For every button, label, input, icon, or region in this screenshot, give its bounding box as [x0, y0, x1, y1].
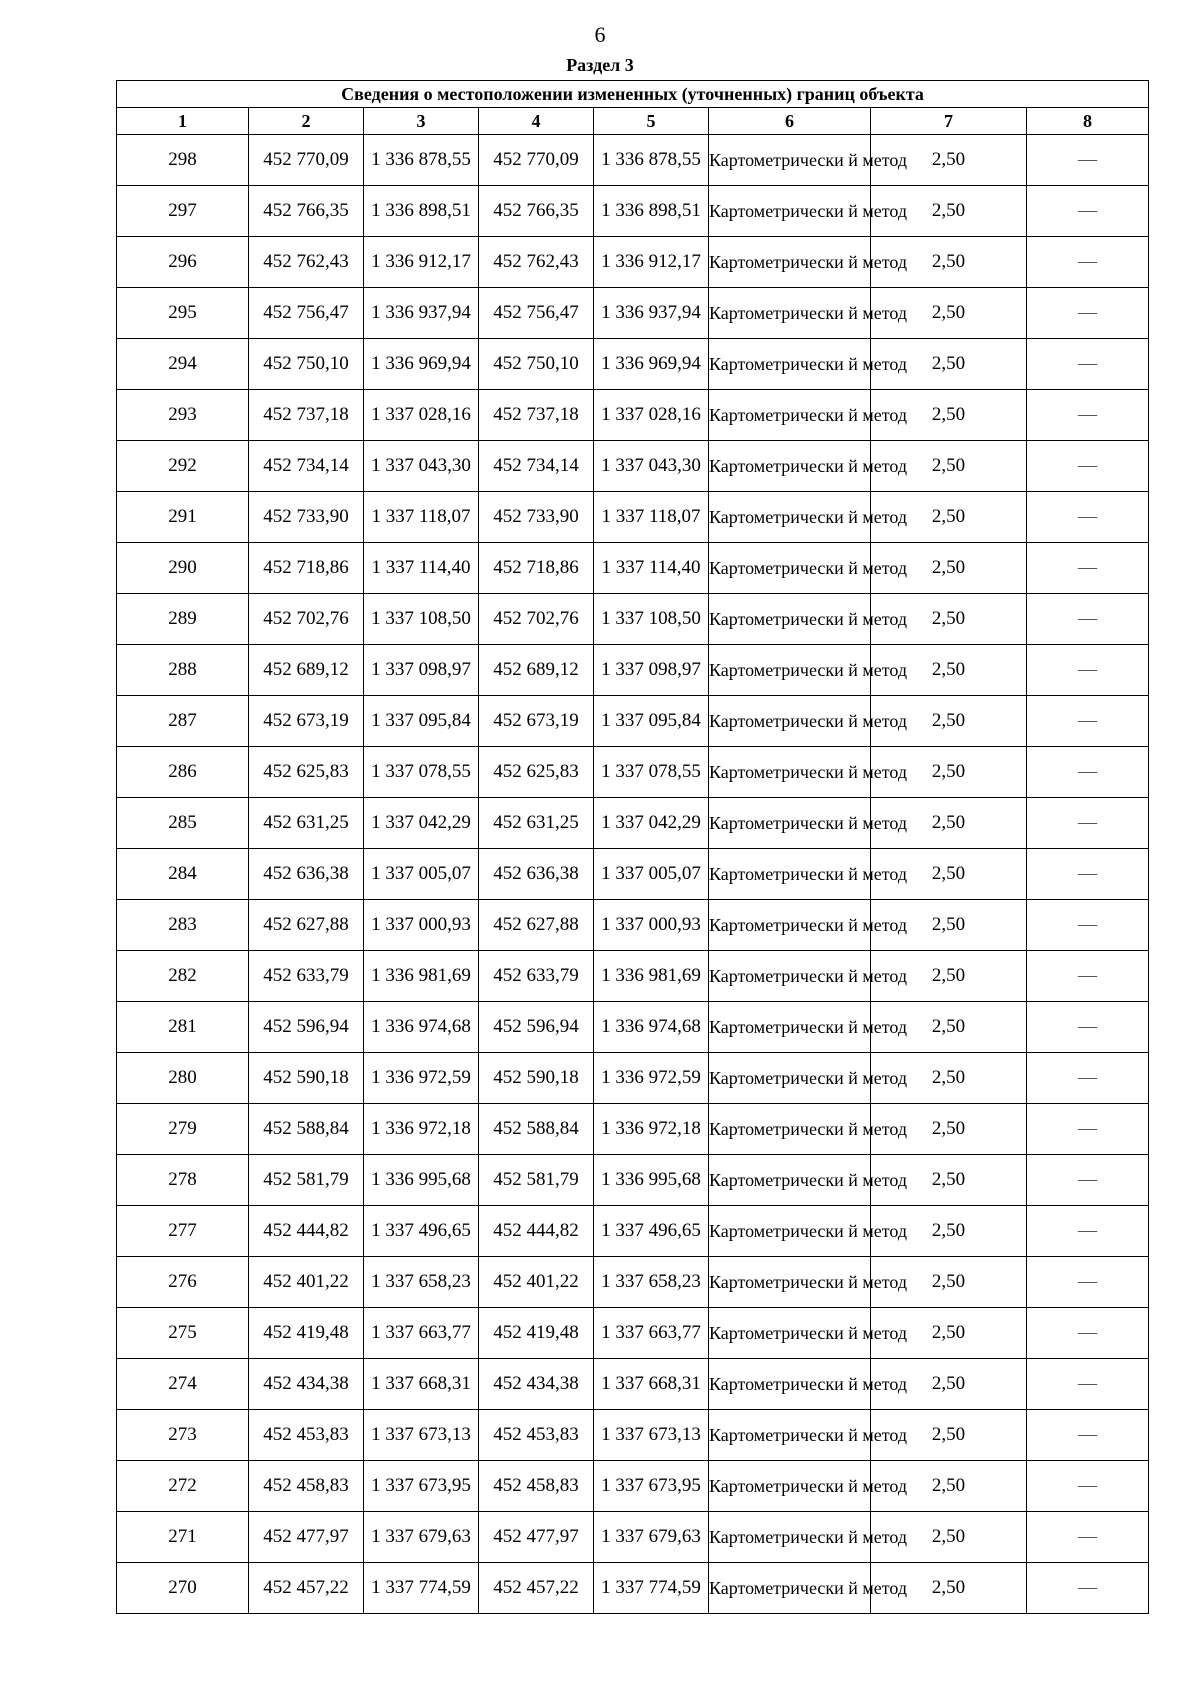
method-cell: Картометрически й метод: [709, 339, 871, 390]
point-number-cell: 281: [117, 1002, 249, 1053]
y-refined-cell: 1 336 995,68: [594, 1155, 709, 1206]
y-existing-cell: 1 336 972,18: [364, 1104, 479, 1155]
note-cell: —: [1027, 1104, 1149, 1155]
y-refined-cell: 1 337 774,59: [594, 1563, 709, 1614]
x-existing-cell: 452 718,86: [249, 543, 364, 594]
accuracy-cell: 2,50: [871, 1257, 1027, 1308]
x-refined-cell: 452 434,38: [479, 1359, 594, 1410]
y-existing-cell: 1 337 005,07: [364, 849, 479, 900]
x-refined-cell: 452 702,76: [479, 594, 594, 645]
y-refined-cell: 1 336 912,17: [594, 237, 709, 288]
y-existing-cell: 1 337 663,77: [364, 1308, 479, 1359]
x-refined-cell: 452 734,14: [479, 441, 594, 492]
accuracy-cell: 2,50: [871, 1359, 1027, 1410]
x-refined-cell: 452 636,38: [479, 849, 594, 900]
x-refined-cell: 452 401,22: [479, 1257, 594, 1308]
x-refined-cell: 452 733,90: [479, 492, 594, 543]
note-cell: —: [1027, 441, 1149, 492]
method-cell: Картометрически й метод: [709, 1206, 871, 1257]
point-number-cell: 277: [117, 1206, 249, 1257]
x-refined-cell: 452 766,35: [479, 186, 594, 237]
x-refined-cell: 452 625,83: [479, 747, 594, 798]
accuracy-cell: 2,50: [871, 1053, 1027, 1104]
method-cell: Картометрически й метод: [709, 1104, 871, 1155]
accuracy-cell: 2,50: [871, 1104, 1027, 1155]
point-number-cell: 292: [117, 441, 249, 492]
table-row: [117, 441, 1149, 492]
accuracy-cell: 2,50: [871, 849, 1027, 900]
method-cell: Картометрически й метод: [709, 849, 871, 900]
table-row: [117, 900, 1149, 951]
note-cell: —: [1027, 951, 1149, 1002]
y-existing-cell: 1 336 981,69: [364, 951, 479, 1002]
accuracy-cell: 2,50: [871, 186, 1027, 237]
accuracy-cell: 2,50: [871, 1155, 1027, 1206]
y-refined-cell: 1 337 000,93: [594, 900, 709, 951]
x-existing-cell: 452 756,47: [249, 288, 364, 339]
note-cell: —: [1027, 237, 1149, 288]
accuracy-cell: 2,50: [871, 1461, 1027, 1512]
method-cell: Картометрически й метод: [709, 1563, 871, 1614]
x-refined-cell: 452 718,86: [479, 543, 594, 594]
column-header-7: 7: [871, 108, 1027, 135]
x-refined-cell: 452 627,88: [479, 900, 594, 951]
accuracy-cell: 2,50: [871, 1308, 1027, 1359]
y-refined-cell: 1 337 108,50: [594, 594, 709, 645]
point-number-cell: 271: [117, 1512, 249, 1563]
column-number-row: [117, 108, 1149, 135]
table-row: [117, 1563, 1149, 1614]
x-refined-cell: 452 596,94: [479, 1002, 594, 1053]
x-refined-cell: 452 419,48: [479, 1308, 594, 1359]
table-row: [117, 288, 1149, 339]
method-cell: Картометрически й метод: [709, 543, 871, 594]
accuracy-cell: 2,50: [871, 1410, 1027, 1461]
x-refined-cell: 452 457,22: [479, 1563, 594, 1614]
x-existing-cell: 452 737,18: [249, 390, 364, 441]
y-refined-cell: 1 337 496,65: [594, 1206, 709, 1257]
y-existing-cell: 1 337 095,84: [364, 696, 479, 747]
accuracy-cell: 2,50: [871, 900, 1027, 951]
note-cell: —: [1027, 594, 1149, 645]
column-header-5: 5: [594, 108, 709, 135]
accuracy-cell: 2,50: [871, 288, 1027, 339]
accuracy-cell: 2,50: [871, 441, 1027, 492]
y-refined-cell: 1 337 095,84: [594, 696, 709, 747]
note-cell: —: [1027, 390, 1149, 441]
point-number-cell: 297: [117, 186, 249, 237]
y-existing-cell: 1 337 043,30: [364, 441, 479, 492]
x-existing-cell: 452 581,79: [249, 1155, 364, 1206]
point-number-cell: 282: [117, 951, 249, 1002]
accuracy-cell: 2,50: [871, 1002, 1027, 1053]
note-cell: —: [1027, 900, 1149, 951]
accuracy-cell: 2,50: [871, 747, 1027, 798]
method-cell: Картометрически й метод: [709, 1002, 871, 1053]
y-refined-cell: 1 336 898,51: [594, 186, 709, 237]
x-refined-cell: 452 770,09: [479, 135, 594, 186]
y-existing-cell: 1 337 000,93: [364, 900, 479, 951]
y-existing-cell: 1 337 118,07: [364, 492, 479, 543]
point-number-cell: 283: [117, 900, 249, 951]
method-cell: Картометрически й метод: [709, 1461, 871, 1512]
x-existing-cell: 452 766,35: [249, 186, 364, 237]
x-existing-cell: 452 702,76: [249, 594, 364, 645]
column-header-8: 8: [1027, 108, 1149, 135]
x-existing-cell: 452 458,83: [249, 1461, 364, 1512]
method-cell: Картометрически й метод: [709, 492, 871, 543]
y-refined-cell: 1 337 673,13: [594, 1410, 709, 1461]
column-header-6: 6: [709, 108, 871, 135]
accuracy-cell: 2,50: [871, 237, 1027, 288]
y-refined-cell: 1 336 972,59: [594, 1053, 709, 1104]
x-refined-cell: 452 477,97: [479, 1512, 594, 1563]
x-existing-cell: 452 636,38: [249, 849, 364, 900]
column-header-2: 2: [249, 108, 364, 135]
x-refined-cell: 452 633,79: [479, 951, 594, 1002]
x-refined-cell: 452 590,18: [479, 1053, 594, 1104]
accuracy-cell: 2,50: [871, 543, 1027, 594]
table-caption-row: [117, 81, 1149, 108]
table-row: [117, 1512, 1149, 1563]
table-row: [117, 543, 1149, 594]
y-refined-cell: 1 337 005,07: [594, 849, 709, 900]
x-refined-cell: 452 737,18: [479, 390, 594, 441]
y-refined-cell: 1 336 981,69: [594, 951, 709, 1002]
note-cell: —: [1027, 186, 1149, 237]
accuracy-cell: 2,50: [871, 645, 1027, 696]
y-refined-cell: 1 337 028,16: [594, 390, 709, 441]
y-existing-cell: 1 336 995,68: [364, 1155, 479, 1206]
method-cell: Картометрически й метод: [709, 1359, 871, 1410]
note-cell: —: [1027, 492, 1149, 543]
x-existing-cell: 452 401,22: [249, 1257, 364, 1308]
accuracy-cell: 2,50: [871, 1206, 1027, 1257]
table-row: [117, 237, 1149, 288]
note-cell: —: [1027, 1461, 1149, 1512]
table-body: [117, 135, 1149, 1614]
method-cell: Картометрически й метод: [709, 237, 871, 288]
y-existing-cell: 1 337 098,97: [364, 645, 479, 696]
point-number-cell: 270: [117, 1563, 249, 1614]
y-existing-cell: 1 337 673,95: [364, 1461, 479, 1512]
table-row: [117, 390, 1149, 441]
x-existing-cell: 452 588,84: [249, 1104, 364, 1155]
point-number-cell: 296: [117, 237, 249, 288]
x-existing-cell: 452 750,10: [249, 339, 364, 390]
accuracy-cell: 2,50: [871, 390, 1027, 441]
table-row: [117, 1410, 1149, 1461]
note-cell: —: [1027, 135, 1149, 186]
x-existing-cell: 452 733,90: [249, 492, 364, 543]
y-existing-cell: 1 337 108,50: [364, 594, 479, 645]
y-refined-cell: 1 337 114,40: [594, 543, 709, 594]
method-cell: Картометрически й метод: [709, 186, 871, 237]
table-row: [117, 492, 1149, 543]
table-row: [117, 798, 1149, 849]
x-refined-cell: 452 762,43: [479, 237, 594, 288]
table-row: [117, 135, 1149, 186]
page-number: 6: [594, 22, 606, 47]
table-row: [117, 1053, 1149, 1104]
x-existing-cell: 452 734,14: [249, 441, 364, 492]
x-existing-cell: 452 434,38: [249, 1359, 364, 1410]
note-cell: —: [1027, 339, 1149, 390]
y-existing-cell: 1 337 673,13: [364, 1410, 479, 1461]
accuracy-cell: 2,50: [871, 951, 1027, 1002]
x-refined-cell: 452 444,82: [479, 1206, 594, 1257]
point-number-cell: 278: [117, 1155, 249, 1206]
y-existing-cell: 1 336 937,94: [364, 288, 479, 339]
y-existing-cell: 1 336 878,55: [364, 135, 479, 186]
accuracy-cell: 2,50: [871, 1563, 1027, 1614]
point-number-cell: 274: [117, 1359, 249, 1410]
point-number-cell: 291: [117, 492, 249, 543]
method-cell: Картометрически й метод: [709, 1257, 871, 1308]
column-header-3: 3: [364, 108, 479, 135]
table-row: [117, 645, 1149, 696]
note-cell: —: [1027, 1257, 1149, 1308]
point-number-cell: 287: [117, 696, 249, 747]
y-existing-cell: 1 337 668,31: [364, 1359, 479, 1410]
x-existing-cell: 452 770,09: [249, 135, 364, 186]
y-refined-cell: 1 337 042,29: [594, 798, 709, 849]
x-existing-cell: 452 689,12: [249, 645, 364, 696]
note-cell: —: [1027, 1359, 1149, 1410]
note-cell: —: [1027, 696, 1149, 747]
method-cell: Картометрически й метод: [709, 135, 871, 186]
x-refined-cell: 452 689,12: [479, 645, 594, 696]
y-refined-cell: 1 337 668,31: [594, 1359, 709, 1410]
x-existing-cell: 452 596,94: [249, 1002, 364, 1053]
x-existing-cell: 452 453,83: [249, 1410, 364, 1461]
y-existing-cell: 1 337 042,29: [364, 798, 479, 849]
point-number-cell: 284: [117, 849, 249, 900]
table-row: [117, 747, 1149, 798]
point-number-cell: 290: [117, 543, 249, 594]
point-number-cell: 289: [117, 594, 249, 645]
y-existing-cell: 1 336 969,94: [364, 339, 479, 390]
method-cell: Картометрически й метод: [709, 1410, 871, 1461]
y-existing-cell: 1 337 078,55: [364, 747, 479, 798]
point-number-cell: 279: [117, 1104, 249, 1155]
point-number-cell: 293: [117, 390, 249, 441]
table-row: [117, 1002, 1149, 1053]
y-refined-cell: 1 337 658,23: [594, 1257, 709, 1308]
note-cell: —: [1027, 798, 1149, 849]
x-refined-cell: 452 458,83: [479, 1461, 594, 1512]
x-existing-cell: 452 627,88: [249, 900, 364, 951]
y-existing-cell: 1 336 898,51: [364, 186, 479, 237]
y-existing-cell: 1 336 912,17: [364, 237, 479, 288]
y-existing-cell: 1 336 974,68: [364, 1002, 479, 1053]
method-cell: Картометрически й метод: [709, 1308, 871, 1359]
y-refined-cell: 1 337 673,95: [594, 1461, 709, 1512]
point-number-cell: 294: [117, 339, 249, 390]
table-row: [117, 1104, 1149, 1155]
note-cell: —: [1027, 1410, 1149, 1461]
x-refined-cell: 452 673,19: [479, 696, 594, 747]
y-refined-cell: 1 336 974,68: [594, 1002, 709, 1053]
table-row: [117, 1308, 1149, 1359]
x-existing-cell: 452 419,48: [249, 1308, 364, 1359]
table-row: [117, 1359, 1149, 1410]
y-refined-cell: 1 337 078,55: [594, 747, 709, 798]
method-cell: Картометрически й метод: [709, 594, 871, 645]
y-refined-cell: 1 337 679,63: [594, 1512, 709, 1563]
table-row: [117, 849, 1149, 900]
point-number-cell: 275: [117, 1308, 249, 1359]
y-refined-cell: 1 337 098,97: [594, 645, 709, 696]
table-caption: Сведения о местоположении измененных (уточненных) границ объекта: [117, 81, 1149, 108]
x-existing-cell: 452 590,18: [249, 1053, 364, 1104]
accuracy-cell: 2,50: [871, 135, 1027, 186]
method-cell: Картометрически й метод: [709, 390, 871, 441]
point-number-cell: 295: [117, 288, 249, 339]
column-header-4: 4: [479, 108, 594, 135]
y-existing-cell: 1 337 679,63: [364, 1512, 479, 1563]
accuracy-cell: 2,50: [871, 798, 1027, 849]
y-existing-cell: 1 337 114,40: [364, 543, 479, 594]
note-cell: —: [1027, 645, 1149, 696]
y-existing-cell: 1 337 496,65: [364, 1206, 479, 1257]
x-refined-cell: 452 581,79: [479, 1155, 594, 1206]
note-cell: —: [1027, 1512, 1149, 1563]
note-cell: —: [1027, 543, 1149, 594]
table-row: [117, 1206, 1149, 1257]
table-row: [117, 186, 1149, 237]
note-cell: —: [1027, 1206, 1149, 1257]
x-existing-cell: 452 631,25: [249, 798, 364, 849]
accuracy-cell: 2,50: [871, 1512, 1027, 1563]
y-existing-cell: 1 337 028,16: [364, 390, 479, 441]
point-number-cell: 298: [117, 135, 249, 186]
x-refined-cell: 452 453,83: [479, 1410, 594, 1461]
y-refined-cell: 1 336 972,18: [594, 1104, 709, 1155]
method-cell: Картометрически й метод: [709, 951, 871, 1002]
note-cell: —: [1027, 747, 1149, 798]
y-refined-cell: 1 337 663,77: [594, 1308, 709, 1359]
table-row: [117, 339, 1149, 390]
method-cell: Картометрически й метод: [709, 798, 871, 849]
method-cell: Картометрически й метод: [709, 1512, 871, 1563]
y-existing-cell: 1 336 972,59: [364, 1053, 479, 1104]
table-row: [117, 1257, 1149, 1308]
x-existing-cell: 452 477,97: [249, 1512, 364, 1563]
point-number-cell: 276: [117, 1257, 249, 1308]
y-existing-cell: 1 337 774,59: [364, 1563, 479, 1614]
note-cell: —: [1027, 1053, 1149, 1104]
point-number-cell: 286: [117, 747, 249, 798]
accuracy-cell: 2,50: [871, 594, 1027, 645]
method-cell: Картометрически й метод: [709, 1053, 871, 1104]
x-existing-cell: 452 633,79: [249, 951, 364, 1002]
accuracy-cell: 2,50: [871, 492, 1027, 543]
accuracy-cell: 2,50: [871, 339, 1027, 390]
point-number-cell: 288: [117, 645, 249, 696]
y-refined-cell: 1 336 937,94: [594, 288, 709, 339]
point-number-cell: 285: [117, 798, 249, 849]
y-existing-cell: 1 337 658,23: [364, 1257, 479, 1308]
note-cell: —: [1027, 1002, 1149, 1053]
note-cell: —: [1027, 1155, 1149, 1206]
x-refined-cell: 452 631,25: [479, 798, 594, 849]
x-existing-cell: 452 673,19: [249, 696, 364, 747]
x-existing-cell: 452 625,83: [249, 747, 364, 798]
method-cell: Картометрически й метод: [709, 696, 871, 747]
y-refined-cell: 1 336 969,94: [594, 339, 709, 390]
method-cell: Картометрически й метод: [709, 900, 871, 951]
y-refined-cell: 1 337 043,30: [594, 441, 709, 492]
point-number-cell: 273: [117, 1410, 249, 1461]
x-refined-cell: 452 750,10: [479, 339, 594, 390]
point-number-cell: 280: [117, 1053, 249, 1104]
method-cell: Картометрически й метод: [709, 645, 871, 696]
accuracy-cell: 2,50: [871, 696, 1027, 747]
section-title: Раздел 3: [566, 55, 634, 75]
x-existing-cell: 452 762,43: [249, 237, 364, 288]
coordinates-table: [116, 80, 1149, 1614]
x-existing-cell: 452 457,22: [249, 1563, 364, 1614]
x-refined-cell: 452 588,84: [479, 1104, 594, 1155]
table-row: [117, 1461, 1149, 1512]
note-cell: —: [1027, 849, 1149, 900]
column-header-1: 1: [117, 108, 249, 135]
note-cell: —: [1027, 1563, 1149, 1614]
note-cell: —: [1027, 288, 1149, 339]
y-refined-cell: 1 336 878,55: [594, 135, 709, 186]
x-existing-cell: 452 444,82: [249, 1206, 364, 1257]
method-cell: Картометрически й метод: [709, 441, 871, 492]
x-refined-cell: 452 756,47: [479, 288, 594, 339]
table-row: [117, 696, 1149, 747]
y-refined-cell: 1 337 118,07: [594, 492, 709, 543]
table-row: [117, 951, 1149, 1002]
table-row: [117, 594, 1149, 645]
method-cell: Картометрически й метод: [709, 1155, 871, 1206]
point-number-cell: 272: [117, 1461, 249, 1512]
table-row: [117, 1155, 1149, 1206]
method-cell: Картометрически й метод: [709, 288, 871, 339]
note-cell: —: [1027, 1308, 1149, 1359]
method-cell: Картометрически й метод: [709, 747, 871, 798]
